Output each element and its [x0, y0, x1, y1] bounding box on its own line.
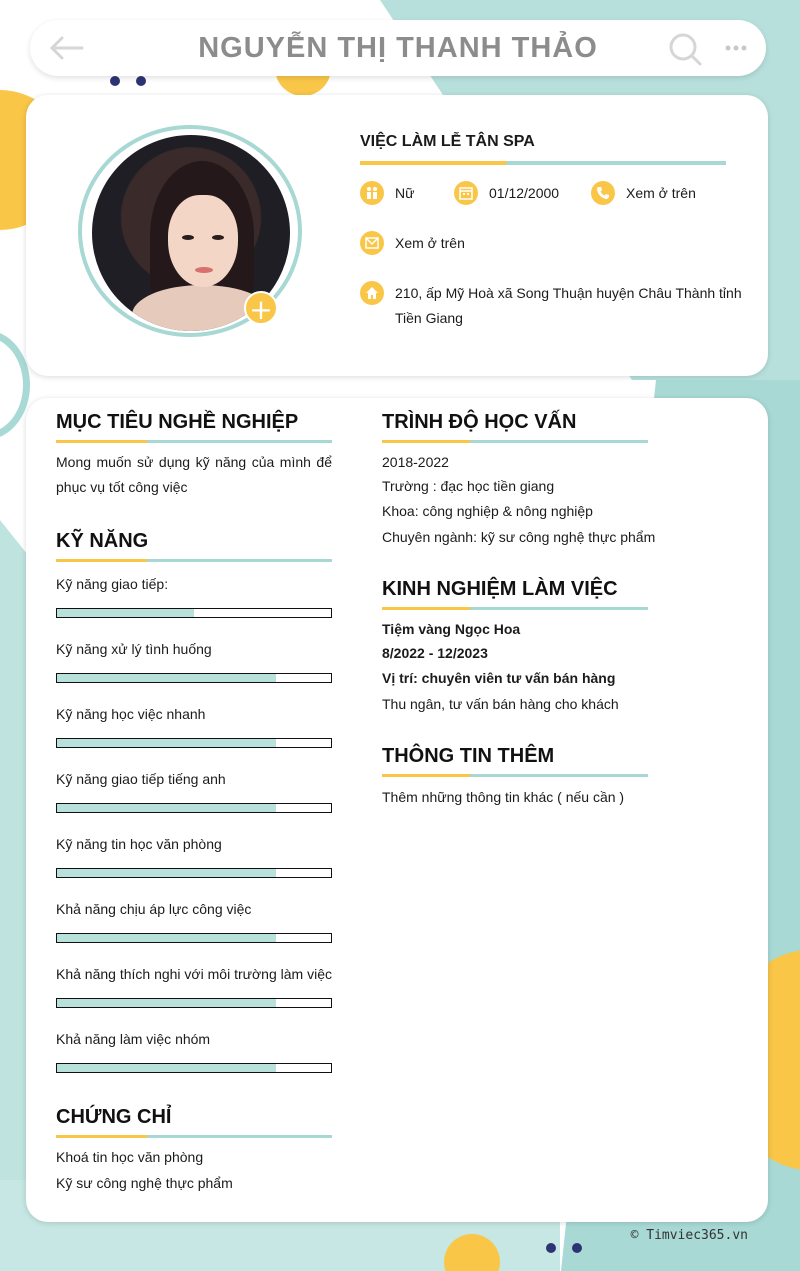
skill-level-fill: [57, 674, 276, 682]
skill-level-fill: [57, 739, 276, 747]
job-title-underline: [360, 161, 726, 165]
phone-icon: [591, 181, 615, 205]
job-title: VIỆC LÀM LỄ TÂN SPA: [360, 133, 535, 150]
copyright-text: © Timviec365.vn: [630, 1228, 748, 1243]
objective-underline: [56, 440, 332, 443]
skill-level-bar: [56, 868, 332, 878]
phone-row: [591, 181, 696, 206]
skill-level-fill: [57, 869, 276, 877]
email-row: [360, 231, 465, 256]
skill-level-bar: [56, 998, 332, 1008]
resume-body-card: [26, 398, 768, 1222]
education-line: Trường : đạc học tiền giang: [382, 478, 555, 494]
skills-underline: [56, 559, 332, 562]
education-line: Chuyên ngành: kỹ sư công nghệ thực phẩm: [382, 529, 656, 545]
experience-company: Tiệm vàng Ngọc Hoa: [382, 621, 521, 637]
experience-underline: [382, 607, 648, 610]
objective-title: MỤC TIÊU NGHỀ NGHIỆP: [56, 411, 299, 433]
extra-info-text: Thêm những thông tin khác ( nếu cần ): [382, 789, 625, 805]
extra-info-underline: [382, 774, 648, 777]
email-value: Xem ở trên: [395, 235, 465, 251]
education-title: TRÌNH ĐỘ HỌC VẤN: [382, 411, 577, 433]
skill-level-fill: [57, 1064, 276, 1072]
education-line: 2018-2022: [382, 454, 449, 470]
search-icon[interactable]: [668, 32, 702, 66]
calendar-icon: [454, 181, 478, 205]
phone-value: Xem ở trên: [626, 185, 696, 201]
skill-level-bar: [56, 1063, 332, 1073]
gender-icon: [360, 181, 384, 205]
experience-description: Thu ngân, tư vấn bán hàng cho khách: [382, 696, 619, 712]
gender-row: [360, 181, 414, 206]
skill-level-bar: [56, 608, 332, 618]
experience-period: 8/2022 - 12/2023: [382, 645, 488, 661]
education-line: Khoa: công nghiệp & nông nghiệp: [382, 503, 593, 519]
skill-label: Kỹ năng học việc nhanh: [56, 706, 206, 722]
experience-position: Vị trí: chuyên viên tư vấn bán hàng: [382, 670, 616, 686]
skill-level-fill: [57, 804, 276, 812]
skill-level-fill: [57, 999, 276, 1007]
address-value: 210, ấp Mỹ Hoà xã Song Thuận huyện Châu Thành tỉnh Tiền Giang: [395, 285, 742, 326]
skill-label: Kỹ năng xử lý tình huống: [56, 641, 212, 657]
mail-icon: [360, 231, 384, 255]
top-bar: [30, 20, 766, 76]
avatar-eye: [182, 235, 194, 240]
page-title: NGUYỄN THỊ THANH THẢO: [198, 31, 598, 64]
objective-text: Mong muốn sử dụng kỹ năng của mình để phục vụ tốt công việc: [56, 454, 332, 495]
more-options-icon[interactable]: [724, 40, 748, 56]
skill-level-fill: [57, 934, 276, 942]
bg-navy-dot: [110, 76, 120, 86]
experience-title: KINH NGHIỆM LÀM VIỆC: [382, 578, 618, 600]
avatar-face: [168, 195, 238, 287]
bg-navy-dot: [572, 1243, 582, 1253]
skill-label: Kỹ năng giao tiếp:: [56, 576, 169, 592]
skills-title: KỸ NĂNG: [56, 530, 149, 552]
extra-info-title: THÔNG TIN THÊM: [382, 745, 555, 767]
certificates-title: CHỨNG CHỈ: [56, 1106, 172, 1128]
avatar-lip: [195, 267, 213, 273]
skill-label: Khả năng thích nghi với môi trường làm việc: [56, 966, 332, 982]
skill-level-fill: [57, 609, 194, 617]
back-arrow-icon[interactable]: [48, 34, 84, 62]
education-underline: [382, 440, 648, 443]
skill-level-bar: [56, 738, 332, 748]
birthday-value: 01/12/2000: [489, 185, 560, 201]
home-icon: [360, 281, 384, 305]
skill-level-bar: [56, 803, 332, 813]
skill-label: Khả năng làm việc nhóm: [56, 1031, 211, 1047]
certificates-underline: [56, 1135, 332, 1138]
address-row: [360, 281, 744, 331]
profile-card: [26, 95, 768, 376]
skill-level-bar: [56, 673, 332, 683]
certificate-item: Kỹ sư công nghệ thực phẩm: [56, 1175, 233, 1191]
certificate-item: Khoá tin học văn phòng: [56, 1149, 204, 1165]
skill-label: Kỹ năng tin học văn phòng: [56, 836, 222, 852]
add-photo-button[interactable]: +: [244, 291, 278, 325]
skill-level-bar: [56, 933, 332, 943]
gender-value: Nữ: [395, 185, 415, 201]
skill-label: Khả năng chịu áp lực công việc: [56, 901, 252, 917]
avatar-eye: [212, 235, 224, 240]
skill-label: Kỹ năng giao tiếp tiếng anh: [56, 771, 226, 787]
bg-navy-dot: [136, 76, 146, 86]
bg-navy-dot: [546, 1243, 556, 1253]
birthday-row: [454, 181, 559, 206]
